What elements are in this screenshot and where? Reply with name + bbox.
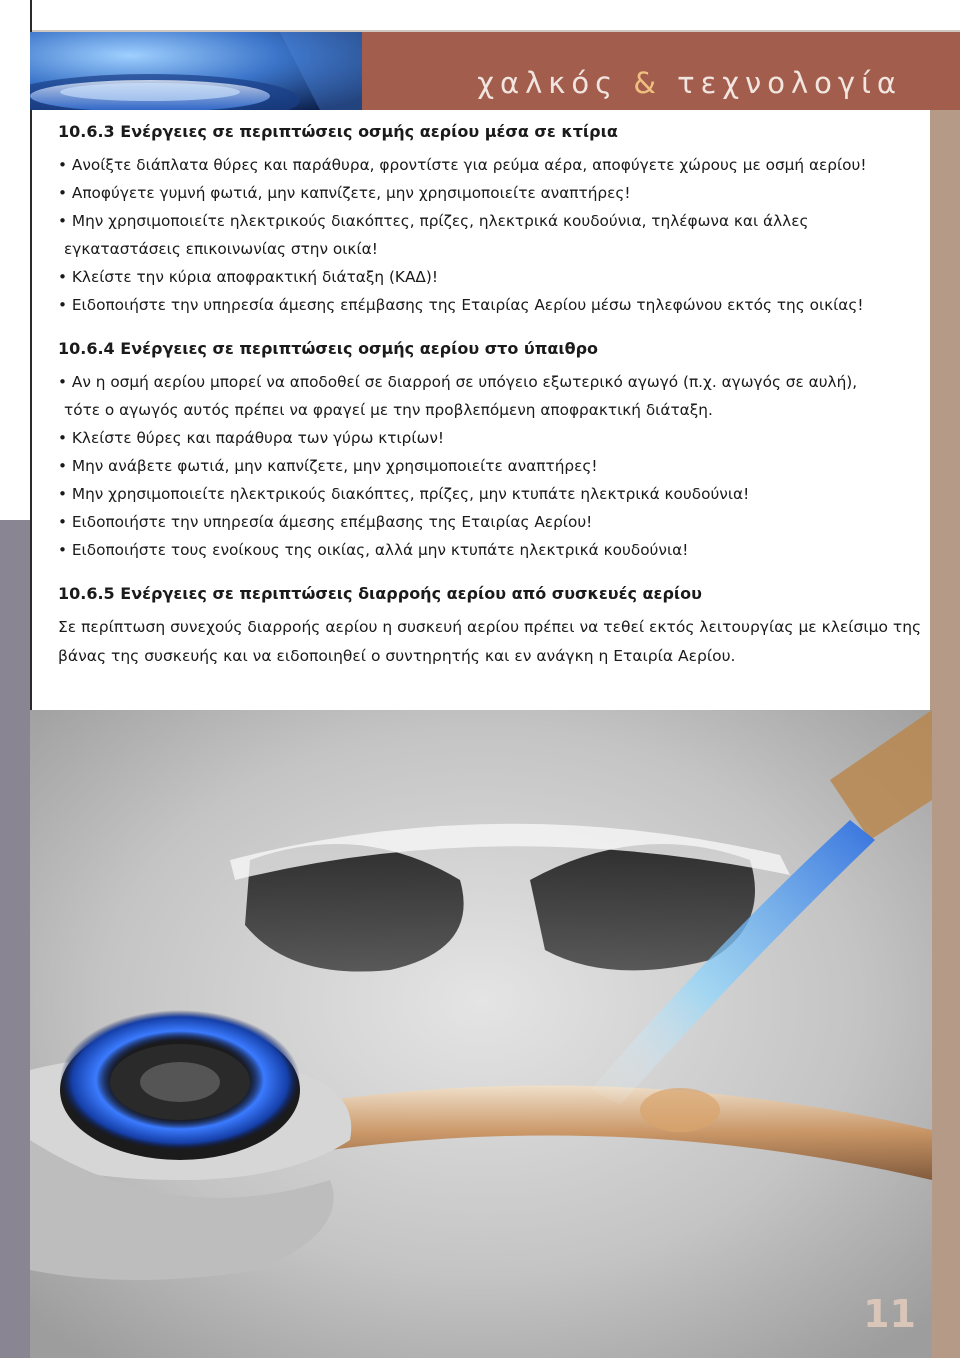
section-heading-indoor: 10.6.3 Ενέργειες σε περιπτώσεις οσμής αερίου μέσα σε κτίρια: [58, 122, 618, 141]
gas-flame-header-illustration: [30, 32, 362, 110]
tagline-ampersand: &: [633, 66, 662, 100]
list-item-continuation: τότε ο αγωγός αυτός πρέπει να φραγεί με την προβλεπόμενη αποφρακτική διάταξη.: [64, 401, 713, 419]
list-item: • Κλείστε την κύρια αποφρακτική διάταξη (ΚΑΔ)!: [58, 268, 438, 286]
section-heading-outdoor: 10.6.4 Ενέργειες σε περιπτώσεις οσμής αερίου στο ύπαιθρο: [58, 339, 599, 358]
list-item: • Ειδοποιήστε την υπηρεσία άμεσης επέμβασης της Εταιρίας Αερίου!: [58, 513, 593, 531]
list-item: • Αν η οσμή αερίου μπορεί να αποδοθεί σε διαρροή σε υπόγειο εξωτερικό αγωγό (π.χ. αγωγός σε αυλή),: [58, 373, 858, 391]
list-item: • Ειδοποιήστε τους ενοίκους της οικίας, αλλά μην κτυπάτε ηλεκτρικά κουδούνια!: [58, 541, 689, 559]
list-item: • Αποφύγετε γυμνή φωτιά, μην καπνίζετε, μην χρησιμοποιείτε αναπτήρες!: [58, 184, 631, 202]
list-item: • Μην χρησιμοποιείτε ηλεκτρικούς διακόπτες, πρίζες, ηλεκτρικά κουδούνια, τηλέφωνα και άλλες: [58, 212, 809, 230]
list-item-continuation: εγκαταστάσεις επικοινωνίας στην οικία!: [64, 240, 378, 258]
spacer: [58, 319, 928, 339]
torch-and-burner-photo: [30, 710, 932, 1358]
header-burner-photo: [30, 32, 362, 110]
photo-illustration: [30, 710, 932, 1358]
paragraph-line: Σε περίπτωση συνεχούς διαρροής αερίου η συσκευή αερίου πρέπει να τεθεί εκτός λειτουργίας με κλείσιμο της: [58, 618, 922, 636]
spacer: [58, 564, 928, 584]
tagline-word-technology: τεχνολογία: [677, 66, 902, 100]
list-item: • Ανοίξτε διάπλατα θύρες και παράθυρα, φροντίστε για ρεύμα αέρα, αποφύγετε χώρους με οσμή αερίου!: [58, 156, 867, 174]
left-accent-bar: [0, 520, 30, 1358]
paragraph-line: βάνας της συσκευής και να ειδοποιηθεί ο συντηρητής και εν ανάγκη η Εταιρία Αερίου.: [58, 647, 736, 665]
main-content: [58, 122, 928, 671]
section-heading-appliances: 10.6.5 Ενέργειες σε περιπτώσεις διαρροής αερίου από συσκευές αερίου: [58, 584, 702, 603]
right-margin-bar: [930, 110, 960, 1358]
page-number: 11: [863, 1292, 916, 1336]
header-tagline: [477, 66, 902, 100]
list-item: • Ειδοποιήστε την υπηρεσία άμεσης επέμβασης της Εταιρίας Αερίου μέσω τηλεφώνου εκτός της οικίας!: [58, 296, 864, 314]
tagline-word-copper: χαλκός: [477, 66, 619, 100]
list-item: • Μην χρησιμοποιείτε ηλεκτρικούς διακόπτες, πρίζες, μην κτυπάτε ηλεκτρικά κουδούνια!: [58, 485, 750, 503]
list-item: • Μην ανάβετε φωτιά, μην καπνίζετε, μην χρησιμοποιείτε αναπτήρες!: [58, 457, 598, 475]
list-item: • Κλείστε θύρες και παράθυρα των γύρω κτιρίων!: [58, 429, 445, 447]
